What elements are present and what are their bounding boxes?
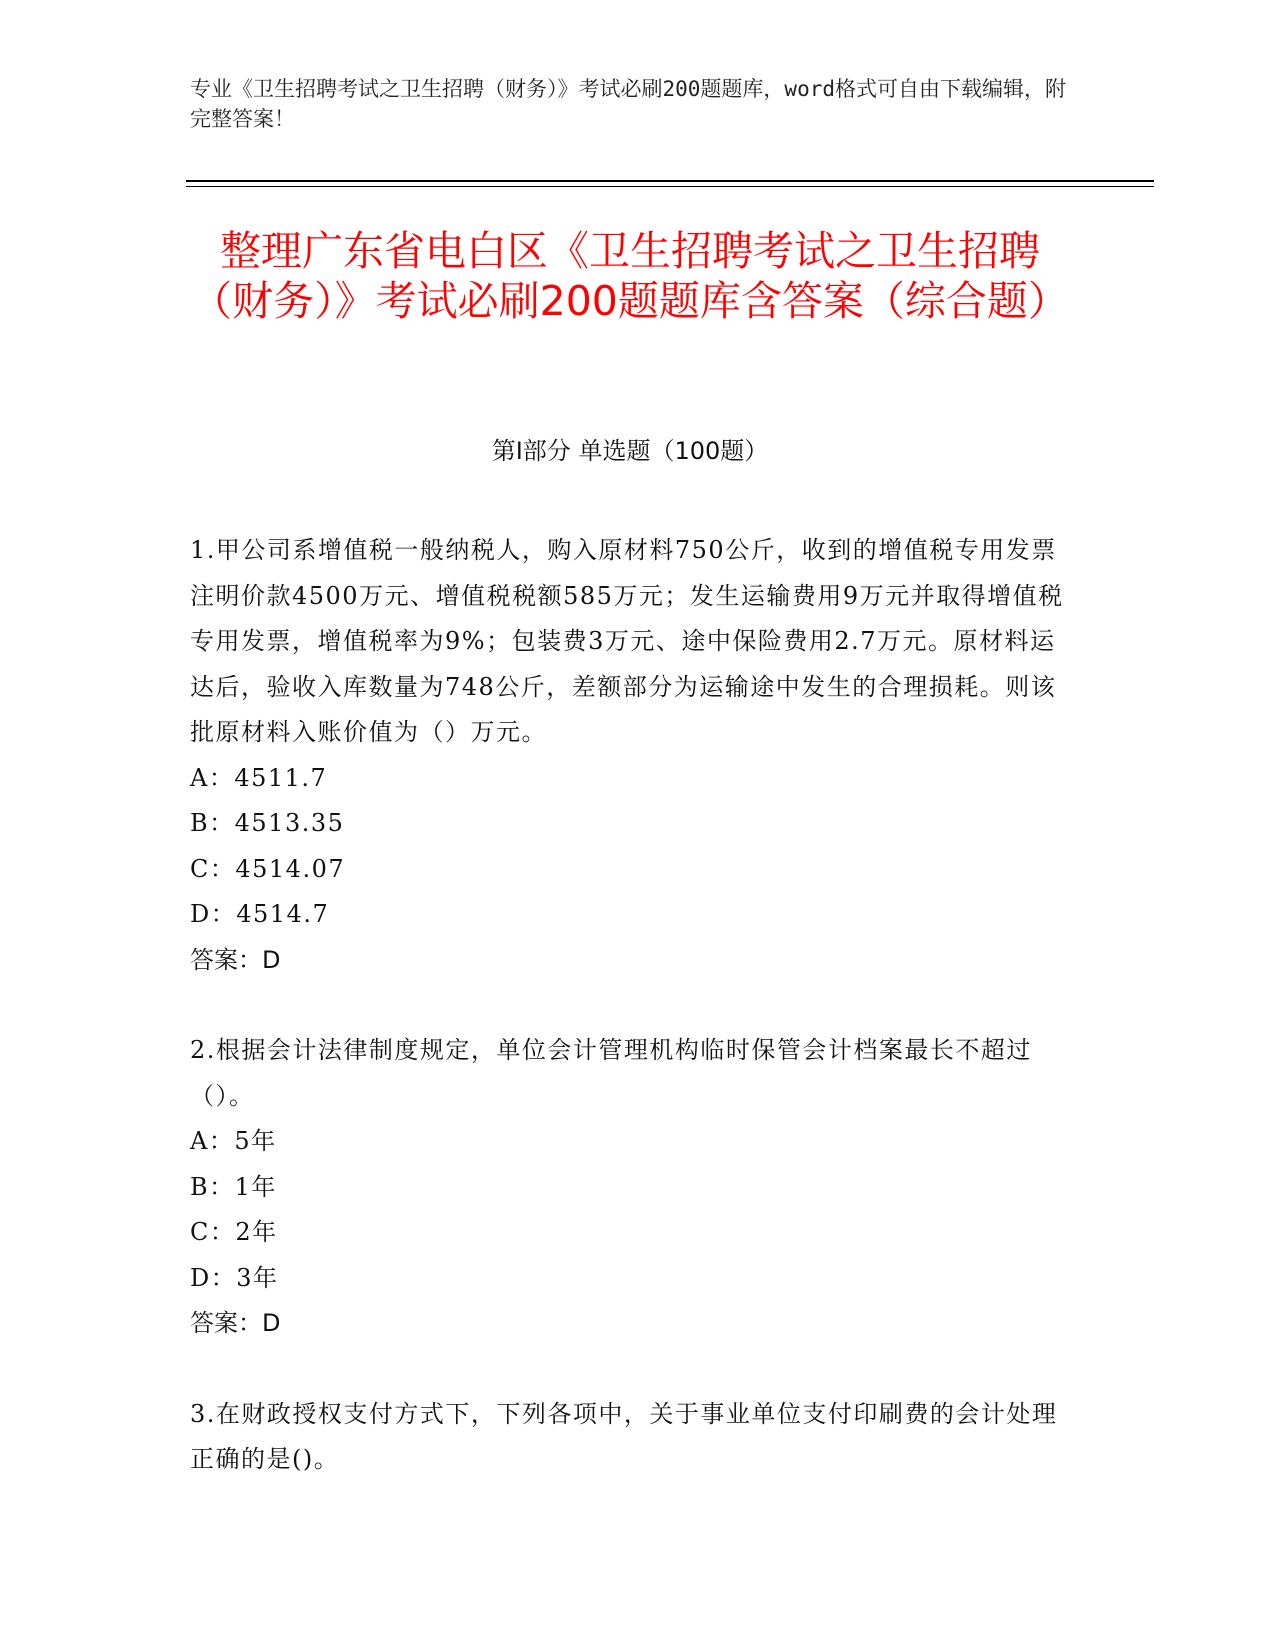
section-heading: 第Ⅰ部分 单选题（100题）: [491, 437, 769, 465]
option-d: D：3年: [190, 1263, 279, 1292]
question-stem: 2.根据会计法律制度规定，单位会计管理机构临时保管会计档案最长不超过（）。: [190, 1036, 1032, 1110]
option-c: C：2年: [190, 1218, 278, 1246]
option-c: C：4514.07: [190, 854, 346, 883]
question-stem: 3.在财政授权支付方式下，下列各项中，关于事业单位支付印刷费的会计处理正确的是()。: [190, 1399, 1058, 1473]
header-divider-thin: [186, 186, 1154, 187]
document-title: 整理广东省电白区《卫生招聘考试之卫生招聘（财务）》考试必刷200题题库含答案（综合题）: [191, 227, 1069, 325]
option-d: D：4514.7: [190, 900, 330, 928]
question-1: [190, 528, 1070, 983]
answer-label: 答案：D: [190, 1309, 281, 1337]
option-a: A：5年: [190, 1127, 277, 1155]
question-2: [190, 1028, 1070, 1347]
answer-label: 答案：D: [190, 945, 281, 974]
header-divider-thick: [186, 180, 1154, 182]
question-stem: 1.甲公司系增值税一般纳税人，购入原材料750公斤，收到的增值税专用发票注明价款4500万元、增值税税额585万元；发生运输费用9万元并取得增值税专用发票，增值税率为9%；包装费3万元、途中保险费用2.7万元。原材料运达后，验收入库数量为748公斤，差额部分为运输途中发生的合理损耗。则该批原材料入账价值为（）万元。: [190, 536, 1064, 746]
option-b: B：1年: [190, 1172, 277, 1201]
question-3: [190, 1392, 1070, 1483]
question-list: [190, 528, 1070, 1483]
header-note: 专业《卫生招聘考试之卫生招聘（财务）》考试必刷200题题库，word格式可自由下载编辑，附完整答案！: [190, 77, 1066, 131]
option-b: B：4513.35: [190, 809, 345, 837]
option-a: A：4511.7: [190, 763, 328, 792]
